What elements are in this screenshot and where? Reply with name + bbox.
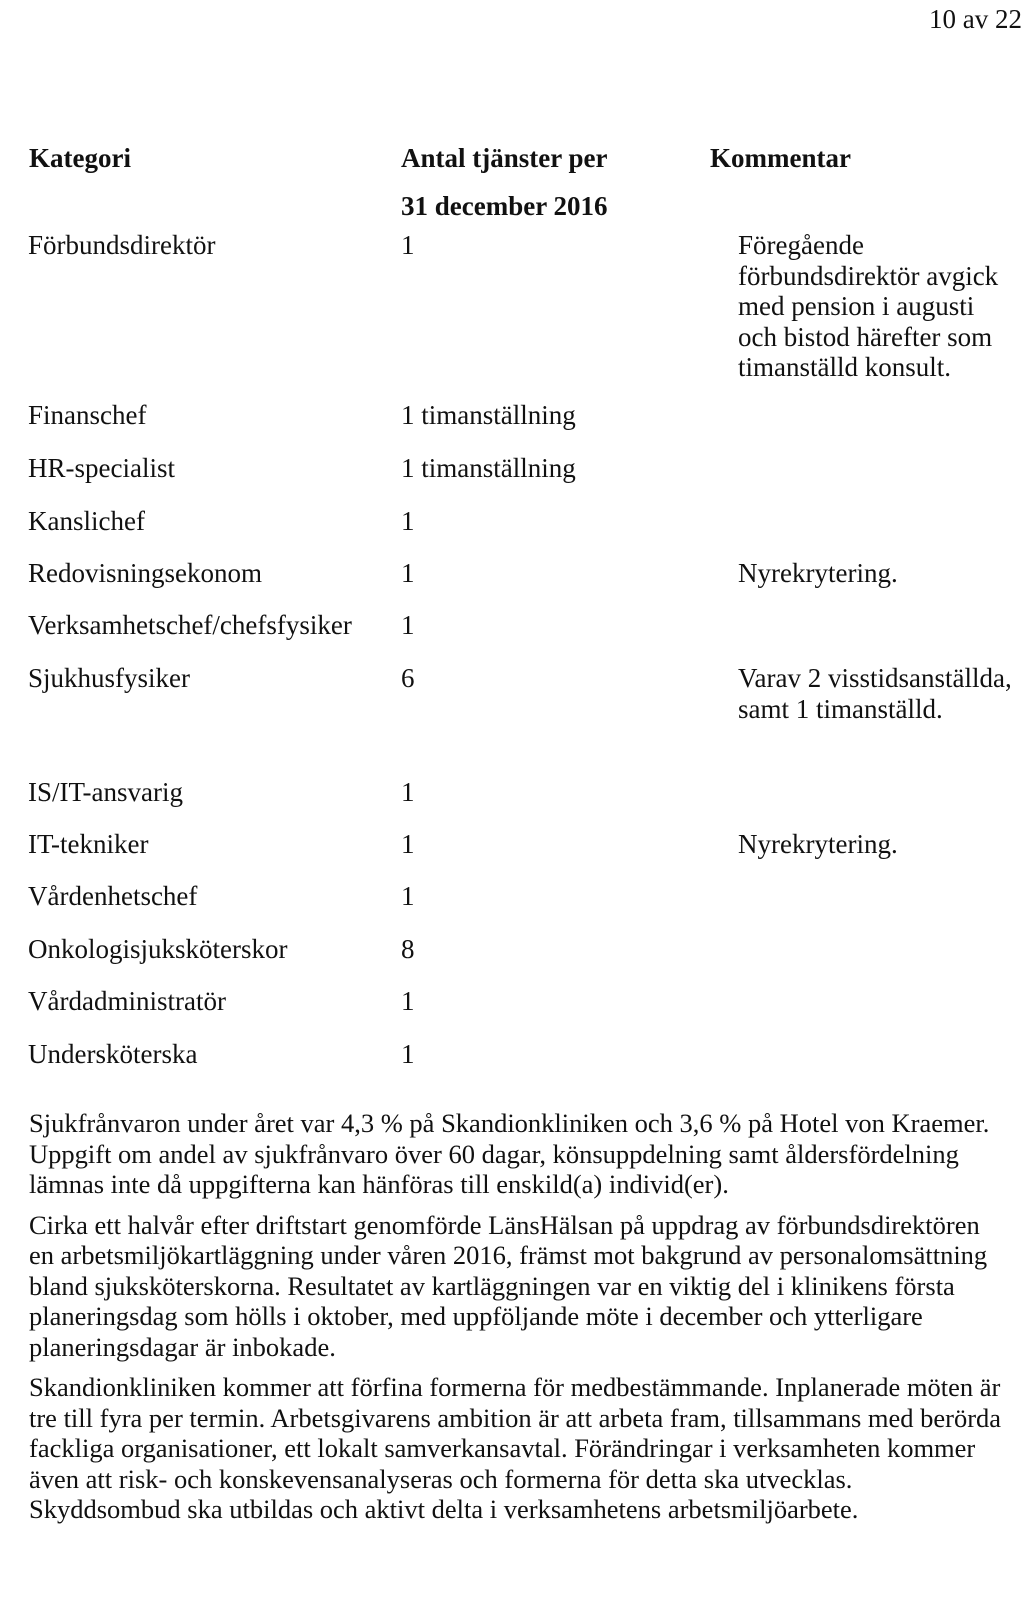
header-antal-line1: Antal tjänster per [401,143,608,173]
cell-kategori: Finanschef [28,400,147,430]
page-number: 10 av 22 [929,4,1022,34]
cell-antal: 6 [401,663,415,693]
cell-antal: 8 [401,934,415,964]
cell-kommentar [738,934,1018,986]
cell-kommentar [738,453,1018,506]
cell-kategori: HR-specialist [28,453,175,483]
cell-kategori: Verksamhetschef/chefsfysiker [28,610,352,640]
table-row [28,1039,1018,1091]
cell-kommentar: Varav 2 visstidsanställda, samt 1 timanställd. [738,663,1012,724]
cell-antal: 1 timanställning [401,453,576,483]
cell-kommentar [738,986,1018,1039]
cell-antal: 1 [401,986,415,1016]
cell-kategori: Vårdadministratör [28,986,226,1016]
table-row [28,829,1018,881]
cell-antal: 1 [401,610,415,640]
cell-kategori: Kanslichef [28,506,145,536]
cell-kategori: IT-tekniker [28,829,149,859]
cell-kommentar: Nyrekrytering. [738,558,898,588]
cell-antal: 1 [401,777,415,807]
cell-antal: 1 [401,829,415,859]
cell-kategori: Redovisningsekonom [28,558,262,588]
cell-kategori: IS/IT-ansvarig [28,777,183,807]
cell-antal: 1 [401,506,415,536]
cell-kommentar: Föregående förbundsdirektör avgick med pension i augusti och bistod härefter som timanställd konsult. [738,230,999,382]
table-row [28,986,1018,1039]
cell-kategori: Förbundsdirektör [28,230,216,260]
cell-antal: 1 [401,1039,415,1069]
cell-kommentar [738,1039,1018,1091]
header-kommentar: Kommentar [710,143,851,173]
body-text [29,1108,1009,1535]
header-kategori: Kategori [29,143,131,173]
paragraph-sickleave: Sjukfrånvaron under året var 4,3 % på Skandionkliniken och 3,6 % på Hotel von Kraemer. Uppgift om andel av sjukfrånvaro över 60 dagar, könsuppdelning samt åldersfördelning lämnas inte då uppgifterna kan hänföras till enskild(a) individ(er). [29,1108,990,1199]
paragraph-work-environment: Cirka ett halvår efter driftstart genomförde LänsHälsan på uppdrag av förbundsdirektören en arbetsmiljökartläggning under våren 2016, främst mot bakgrund av personalomsättning bland sjuksköterskorna. Resultatet av kartläggningen var en viktig del i klinikens första planeringsdag som hölls i oktober, med uppföljande möte i december och ytterligare planeringsdagar är inbokade. [29,1209,988,1362]
table-row [28,400,1018,453]
table-row [28,230,1018,400]
table-row [28,558,1018,610]
cell-kategori: Onkologisjuksköterskor [28,934,288,964]
cell-antal: 1 [401,558,415,588]
cell-kommentar [738,400,1018,453]
cell-kommentar [738,881,1018,934]
cell-kommentar: Nyrekrytering. [738,829,898,859]
header-antal-line2: 31 december 2016 [401,191,608,221]
cell-antal: 1 [401,881,415,911]
cell-antal: 1 timanställning [401,400,576,430]
cell-kommentar [738,777,1018,829]
table-row [28,881,1018,934]
cell-kategori: Sjukhusfysiker [28,663,190,693]
header-antal [401,134,641,230]
cell-kategori: Vårdenhetschef [28,881,198,911]
cell-kommentar [738,610,1018,663]
table-row [28,610,1018,663]
staff-table [28,230,1018,1091]
cell-antal: 1 [401,230,415,260]
cell-kommentar [738,506,1018,558]
table-row [28,453,1018,506]
table-row [28,663,1018,777]
table-row [28,934,1018,986]
cell-kategori: Undersköterska [28,1039,198,1069]
table-row [28,506,1018,558]
table-row [28,777,1018,829]
paragraph-codetermination: Skandionkliniken kommer att förfina formerna för medbestämmande. Inplanerade möten är tre till fyra per termin. Arbetsgivarens ambition är att arbeta fram, tillsammans med berörda fackliga organisationer, ett lokalt samverkansavtal. Förändringar i verksamheten kommer även att risk- och konskevensanalyseras och formerna för detta ska utvecklas. Skyddsombud ska utbildas och aktivt delta i verksamhetens arbetsmiljöarbete. [29,1372,1002,1524]
